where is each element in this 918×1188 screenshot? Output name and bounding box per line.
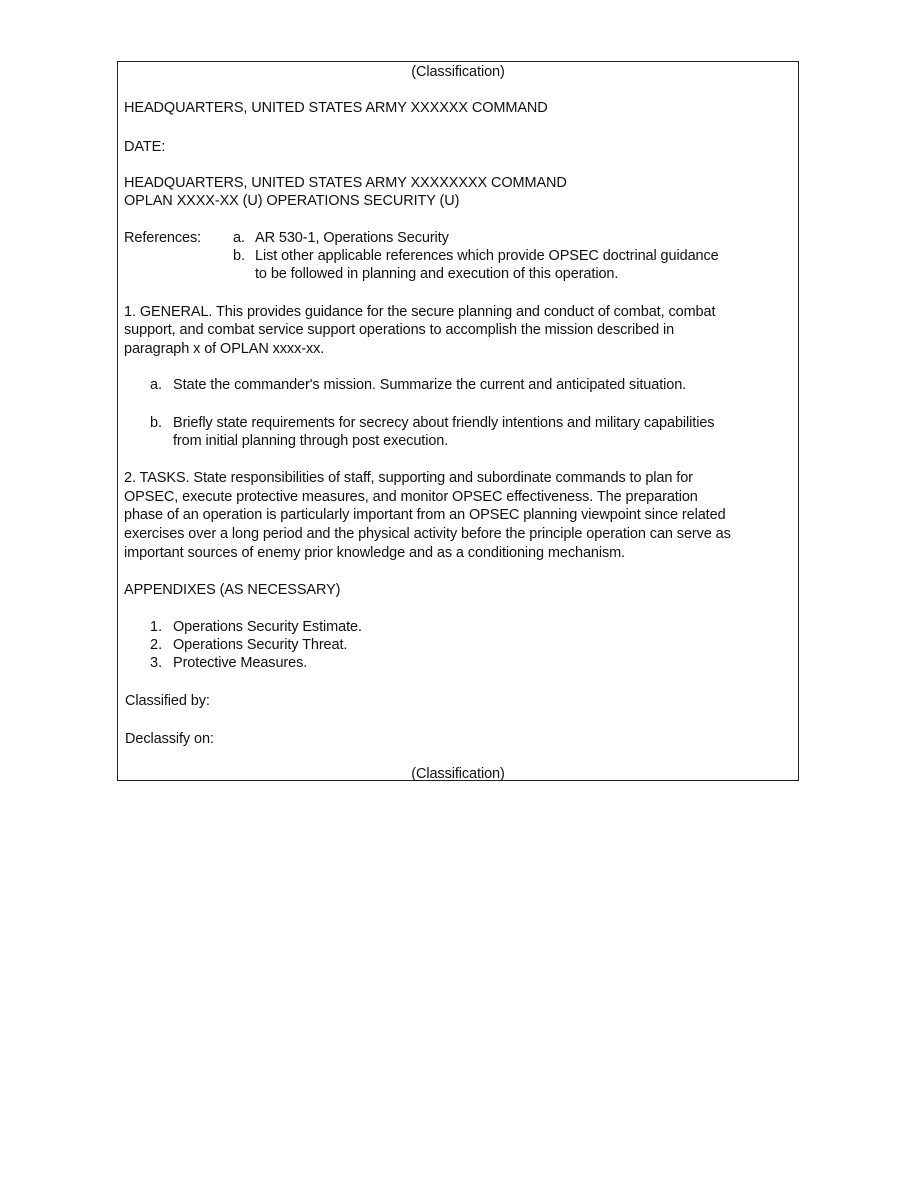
tasks-paragraph-line-3: phase of an operation is particularly important from an OPSEC planning viewpoint since related	[124, 507, 726, 523]
appendixes-heading: APPENDIXES (AS NECESSARY)	[124, 582, 341, 598]
general-paragraph-line-2: support, and combat service support operations to accomplish the mission described in	[124, 322, 675, 338]
general-paragraph-line-1: 1. GENERAL. This provides guidance for the secure planning and conduct of combat, combat	[124, 304, 716, 320]
tasks-paragraph-line-2: OPSEC, execute protective measures, and monitor OPSEC effectiveness. The preparation	[124, 489, 698, 505]
headquarters-heading-2: HEADQUARTERS, UNITED STATES ARMY XXXXXXXX COMMAND	[124, 175, 567, 191]
appendix-1-number: 1.	[150, 619, 163, 635]
reference-a-text: AR 530-1, Operations Security	[255, 230, 449, 246]
general-item-a-text: State the commander's mission. Summarize the current and anticipated situation.	[173, 377, 687, 393]
headquarters-heading: HEADQUARTERS, UNITED STATES ARMY XXXXXX COMMAND	[124, 100, 548, 116]
appendix-1-text: Operations Security Estimate.	[173, 619, 362, 635]
classification-bottom: (Classification)	[411, 766, 505, 782]
oplan-title: OPLAN XXXX-XX (U) OPERATIONS SECURITY (U)	[124, 193, 460, 209]
tasks-paragraph-line-1: 2. TASKS. State responsibilities of staff, supporting and subordinate commands to plan for	[124, 470, 693, 486]
reference-b-text-line-1: List other applicable references which provide OPSEC doctrinal guidance	[255, 248, 719, 264]
reference-a-letter: a.	[233, 230, 245, 246]
appendix-2-text: Operations Security Threat.	[173, 637, 348, 653]
declassify-on-label: Declassify on:	[125, 731, 214, 747]
references-label: References:	[124, 230, 202, 246]
general-item-b-text-line-2: from initial planning through post execution.	[173, 433, 449, 449]
appendix-2-number: 2.	[150, 637, 163, 653]
reference-b-text-line-2: to be followed in planning and execution of this operation.	[255, 266, 619, 282]
classification-top: (Classification)	[411, 64, 505, 80]
reference-b-letter: b.	[233, 248, 245, 264]
general-item-b-letter: b.	[150, 415, 162, 431]
appendix-3-number: 3.	[150, 655, 163, 671]
tasks-paragraph-line-4: exercises over a long period and the physical activity before the principle operation can serve as	[124, 526, 731, 542]
general-item-a-letter: a.	[150, 377, 162, 393]
general-paragraph-line-3: paragraph x of OPLAN xxxx-xx.	[124, 341, 325, 357]
appendix-3-text: Protective Measures.	[173, 655, 308, 671]
tasks-paragraph-line-5: important sources of enemy prior knowledge and as a conditioning mechanism.	[124, 545, 626, 561]
classified-by-label: Classified by:	[125, 693, 210, 709]
general-item-b-text-line-1: Briefly state requirements for secrecy about friendly intentions and military capabilities	[173, 415, 715, 431]
date-label: DATE:	[124, 139, 166, 155]
